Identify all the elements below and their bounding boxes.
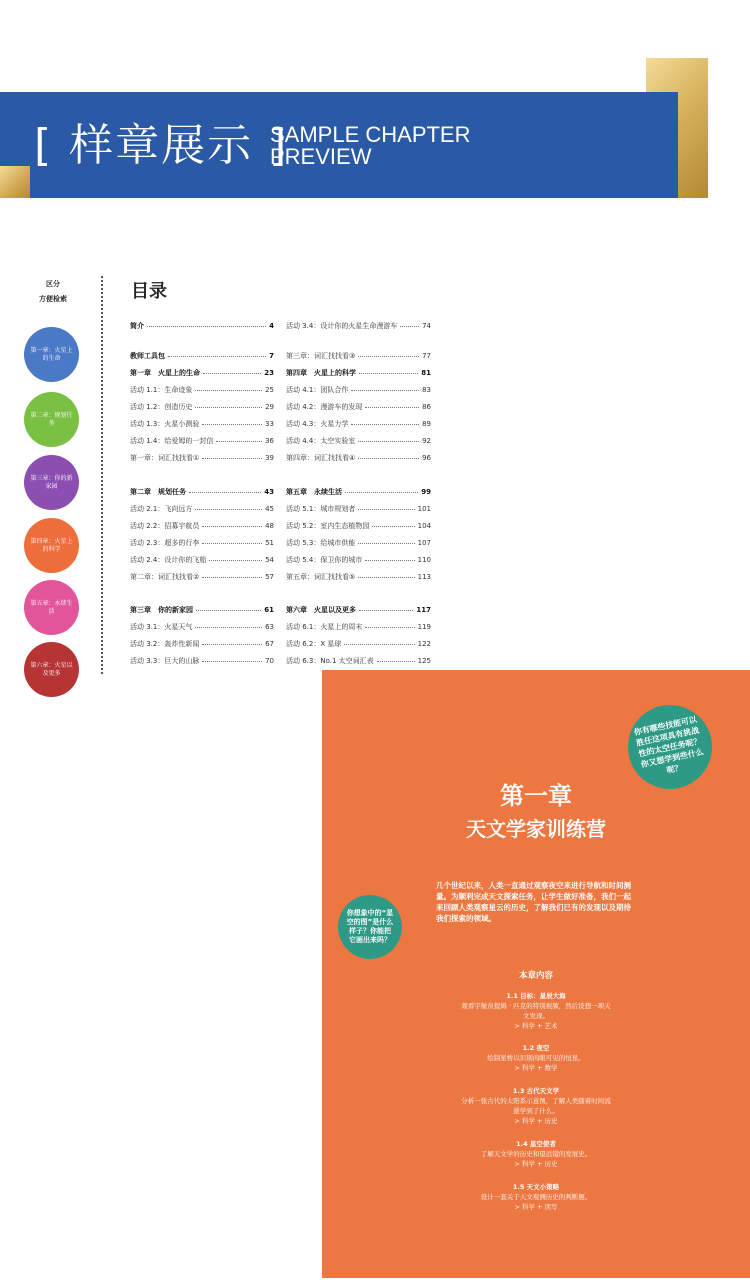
toc-leader-dots [202,424,262,425]
toc-entry [286,638,431,650]
toc-entry [286,384,431,396]
toc-entry [130,638,274,650]
toc-leader-dots [359,373,418,374]
toc-entry-label: 活动 6.1：火星上的周末 [286,623,363,631]
toc-entry-page: 96 [422,454,431,462]
toc-entry-page: 77 [422,352,431,360]
toc-entry-label: 第五章：词汇找找看⑤ [286,573,356,581]
toc-entry-label: 活动 4.1：团队合作 [286,386,349,394]
toc-entry-label: 活动 1.3：火星小测验 [130,420,200,428]
chapter-item [322,1182,750,1212]
chapter-badge [24,580,79,635]
chapter-number: 第一章 [500,782,572,810]
toc-entry-label: 第四章 火星上的科学 [286,369,356,377]
toc-entry-label: 第一章 火星上的生命 [130,369,200,377]
chapter-item-title: 1.3 古代天文学 [512,1087,560,1095]
chapter-name: 天文学家训练营 [466,817,606,841]
chapter-badge-label: 第一章：火星上的生命 [30,346,73,362]
chapter-item-desc: 分析一张古代的太阳系示意图，了解人类随着时间流逝学到了什么。 [461,1097,611,1115]
toc-leader-dots [358,458,419,459]
toc-entry-page: 74 [422,322,431,330]
toc-leader-dots [358,509,414,510]
chapter-badge [24,327,79,382]
toc-leader-dots [209,560,262,561]
toc-leader-dots [377,661,415,662]
toc-leader-dots [359,610,413,611]
toc-entry-page: 113 [417,573,431,581]
chapter-item-tags: > 科学 + 历史 [514,1160,558,1168]
toc-leader-dots [202,458,262,459]
toc-entry-label: 第一章：词汇找找看① [130,454,200,462]
toc-entry-label: 活动 2.2：招募宇航员 [130,522,200,530]
banner-title-en-line1: SAMPLE CHAPTER [270,122,471,147]
chapter-item-desc: 设计一套关于天文观测历史的判断题。 [480,1193,592,1201]
toc-entry-label: 活动 1.4：给爱姆的一封信 [130,437,214,445]
toc-entry-page: 119 [417,623,431,631]
toc-entry [286,418,431,430]
toc-leader-dots [196,610,261,611]
toc-entry [130,418,274,430]
toc-entry [130,571,274,583]
dotted-divider [101,276,103,674]
toc-leader-dots [372,526,414,527]
toc-entry [286,350,431,362]
toc-entry-page: 57 [265,573,274,581]
toc-leader-dots [202,577,262,578]
toc-entry-label: 活动 5.2：室内生态植物园 [286,522,370,530]
toc-leader-dots [202,644,262,645]
toc-leader-dots [195,627,262,628]
toc-entry-label: 第三章 你的新家园 [130,606,193,614]
toc-entry-page: 117 [416,606,431,614]
toc-entry [286,655,431,667]
toc-leader-dots [195,390,262,391]
chapter-badge-label: 第三章：你的新家园 [30,474,73,490]
toc-entry-page: 67 [265,640,274,648]
toc-entry-label: 活动 3.4：设计你的火星生命漫游车 [286,322,398,330]
toc-leader-dots [345,492,418,493]
toc-entry-page: 51 [265,539,274,547]
toc-entry-label: 教师工具包 [130,352,165,360]
toc-leader-dots [365,627,414,628]
toc-leader-dots [358,543,414,544]
toc-entry-label: 第五章 永续生活 [286,488,342,496]
toc-entry-label: 活动 6.3：No.1 太空词汇表 [286,657,374,665]
chapter-item [322,1086,750,1126]
question-bubble-top-text: 你有哪些技能可以胜任这项具有挑战性的太空任务呢？你又想学到些什么呢？ [633,714,705,775]
toc-entry [130,537,274,549]
toc-entry [286,503,431,515]
toc-leader-dots [358,441,419,442]
toc-leader-dots [195,407,262,408]
toc-entry-page: 45 [265,505,274,513]
toc-entry [130,655,274,667]
toc-entry [130,320,274,332]
chapter-item-tags: > 科学 + 读写 [514,1203,558,1211]
banner-title-en [270,124,490,168]
toc-entry-label: 活动 2.1：飞向远方 [130,505,193,513]
chapter-badge [24,455,79,510]
toc-entry-page: 92 [422,437,431,445]
chapter-item [322,1043,750,1073]
chapter-item-title: 1.5 天文小策略 [512,1183,560,1191]
toc-entry-page: 23 [264,369,274,377]
toc-title: 目录 [131,281,167,302]
chapter-badge-label: 第五章：永续生活 [30,599,73,615]
toc-leader-dots [202,661,262,662]
question-bubble-left [338,895,402,959]
toc-entry-label: 活动 4.2：漫游车的发现 [286,403,363,411]
toc-entry [286,571,431,583]
toc-entry-page: 122 [417,640,431,648]
toc-entry-label: 活动 6.2：X 星球 [286,640,342,648]
toc-entry [286,401,431,413]
toc-entry-page: 104 [417,522,431,530]
toc-entry [286,621,431,633]
toc-entry-page: 54 [265,556,274,564]
toc-entry-label: 活动 3.3：巨大的山脉 [130,657,200,665]
toc-entry-page: 86 [422,403,431,411]
chapter-item-title: 1.1 目标：星辰大海 [506,992,566,1000]
toc-entry-page: 125 [417,657,431,665]
toc-entry-label: 第二章：词汇找找看② [130,573,200,581]
toc-entry-page: 29 [265,403,274,411]
toc-entry-label: 活动 3.2：轰炸性新闻 [130,640,200,648]
gold-accent-corner [0,166,30,198]
toc-entry [130,401,274,413]
toc-entry-page: 83 [422,386,431,394]
toc-entry-label: 活动 4.4：太空实验室 [286,437,356,445]
toc-entry [286,520,431,532]
toc-entry [130,520,274,532]
toc-entry [130,621,274,633]
toc-leader-dots [168,356,266,357]
toc-entry-page: 107 [417,539,431,547]
toc-entry [130,554,274,566]
toc-entry-label: 活动 5.1：城市规划者 [286,505,356,513]
toc-entry [286,320,431,332]
chapter-intro: 几个世纪以来，人类一直通过观察夜空来进行导航和时间测量。为顺利完成天文探索任务，让学生做好准备，我们一起来回顾人类观察星云的历史，了解我们已有的发现以及期待我们探索的领域。 [436,881,631,923]
toc-entry-page: 70 [265,657,274,665]
question-bubble-left-text: 你想象中的“星空的图”是什么样子？你能把它画出来吗？ [346,909,394,944]
toc-leader-dots [351,424,419,425]
chapter-badge [24,642,79,697]
chapter-item [322,991,750,1031]
chapter-item-desc: 了解天文学的历史和望远镜的发展史。 [480,1150,592,1158]
toc-entry [130,350,274,362]
chapter-item-tags: > 科学 + 历史 [514,1117,558,1125]
toc-leader-dots [203,373,261,374]
chapter-item-title: 1.2 夜空 [522,1044,550,1052]
toc-leader-dots [351,390,419,391]
chapter-item-desc: 观看宇航员提姆 · 匹克的特别视频，然后设想一项天文发现。 [461,1002,611,1020]
toc-entry [286,452,431,464]
chapter-item-desc: 绘制星桥以识别肉眼可见的恒星。 [487,1054,585,1062]
toc-entry-page: 39 [265,454,274,462]
toc-entry-page: 48 [265,522,274,530]
toc-entry-page: 33 [265,420,274,428]
toc-entry [130,367,274,379]
toc-entry-page: 89 [422,420,431,428]
toc-leader-dots [189,492,261,493]
toc-entry-page: 101 [417,505,431,513]
toc-entry [130,384,274,396]
toc-leader-dots [147,326,266,327]
toc-entry-label: 活动 2.3：超多的行李 [130,539,200,547]
toc-entry-page: 4 [269,322,274,330]
toc-entry-label: 第六章 火星以及更多 [286,606,356,614]
toc-entry-label: 活动 5.4：保卫你的城市 [286,556,363,564]
chapter-item-tags: > 科学 + 数学 [514,1064,558,1072]
toc-entry-page: 63 [265,623,274,631]
toc-entry-label: 活动 1.2：创造历史 [130,403,193,411]
side-heading-line2: 方便检索 [39,295,67,303]
toc-leader-dots [344,644,414,645]
toc-entry-label: 第四章：词汇找找看④ [286,454,356,462]
toc-entry [286,554,431,566]
toc-entry [286,604,431,616]
banner-title-cn: [ 样章展示 ] [34,120,289,171]
chapter-item-tags: > 科学 + 艺术 [514,1022,558,1030]
toc-entry [130,486,274,498]
toc-entry-page: 110 [417,556,431,564]
question-bubble-top [628,705,712,789]
chapter-badge-label: 第二章：规划任务 [30,411,73,427]
toc-entry-label: 活动 3.1：火星天气 [130,623,193,631]
toc-entry-page: 25 [265,386,274,394]
toc-entry-label: 简介 [130,322,144,330]
chapter-item-title: 1.4 星空使者 [516,1140,556,1148]
toc-entry-label: 活动 5.3：给城市供能 [286,539,356,547]
toc-entry-page: 99 [421,488,431,496]
toc-entry-page: 36 [265,437,274,445]
contents-heading: 本章内容 [518,971,553,981]
toc-leader-dots [400,326,419,327]
toc-entry-label: 第三章：词汇找找看③ [286,352,356,360]
toc-entry-page: 43 [264,488,274,496]
toc-entry [286,537,431,549]
toc-entry [130,503,274,515]
toc-entry-label: 活动 4.3：火星力学 [286,420,349,428]
chapter-badge [24,392,79,447]
toc-leader-dots [216,441,262,442]
toc-leader-dots [202,543,262,544]
toc-leader-dots [365,560,414,561]
chapter-badge-label: 第六章：火星以及更多 [30,661,73,677]
toc-entry [286,435,431,447]
toc-entry-label: 第二章 规划任务 [130,488,186,496]
toc-leader-dots [358,577,414,578]
toc-entry [130,435,274,447]
chapter-badge [24,518,79,573]
toc-entry-label: 活动 1.1：生命迹象 [130,386,193,394]
side-heading-line1: 区分 [46,280,60,288]
toc-entry [130,452,274,464]
toc-entry [286,367,431,379]
chapter-item [322,1139,750,1169]
banner-title-en-line2: PREVIEW [270,144,372,169]
toc-entry-page: 7 [269,352,274,360]
toc-leader-dots [202,526,262,527]
toc-entry-label: 活动 2.4：设计你的飞船 [130,556,207,564]
toc-entry-page: 81 [421,369,431,377]
toc-entry [286,486,431,498]
toc-leader-dots [195,509,262,510]
toc-leader-dots [365,407,419,408]
toc-leader-dots [358,356,419,357]
toc-entry [130,604,274,616]
toc-entry-page: 61 [264,606,274,614]
chapter-badge-label: 第四章：火星上的科学 [30,537,73,553]
